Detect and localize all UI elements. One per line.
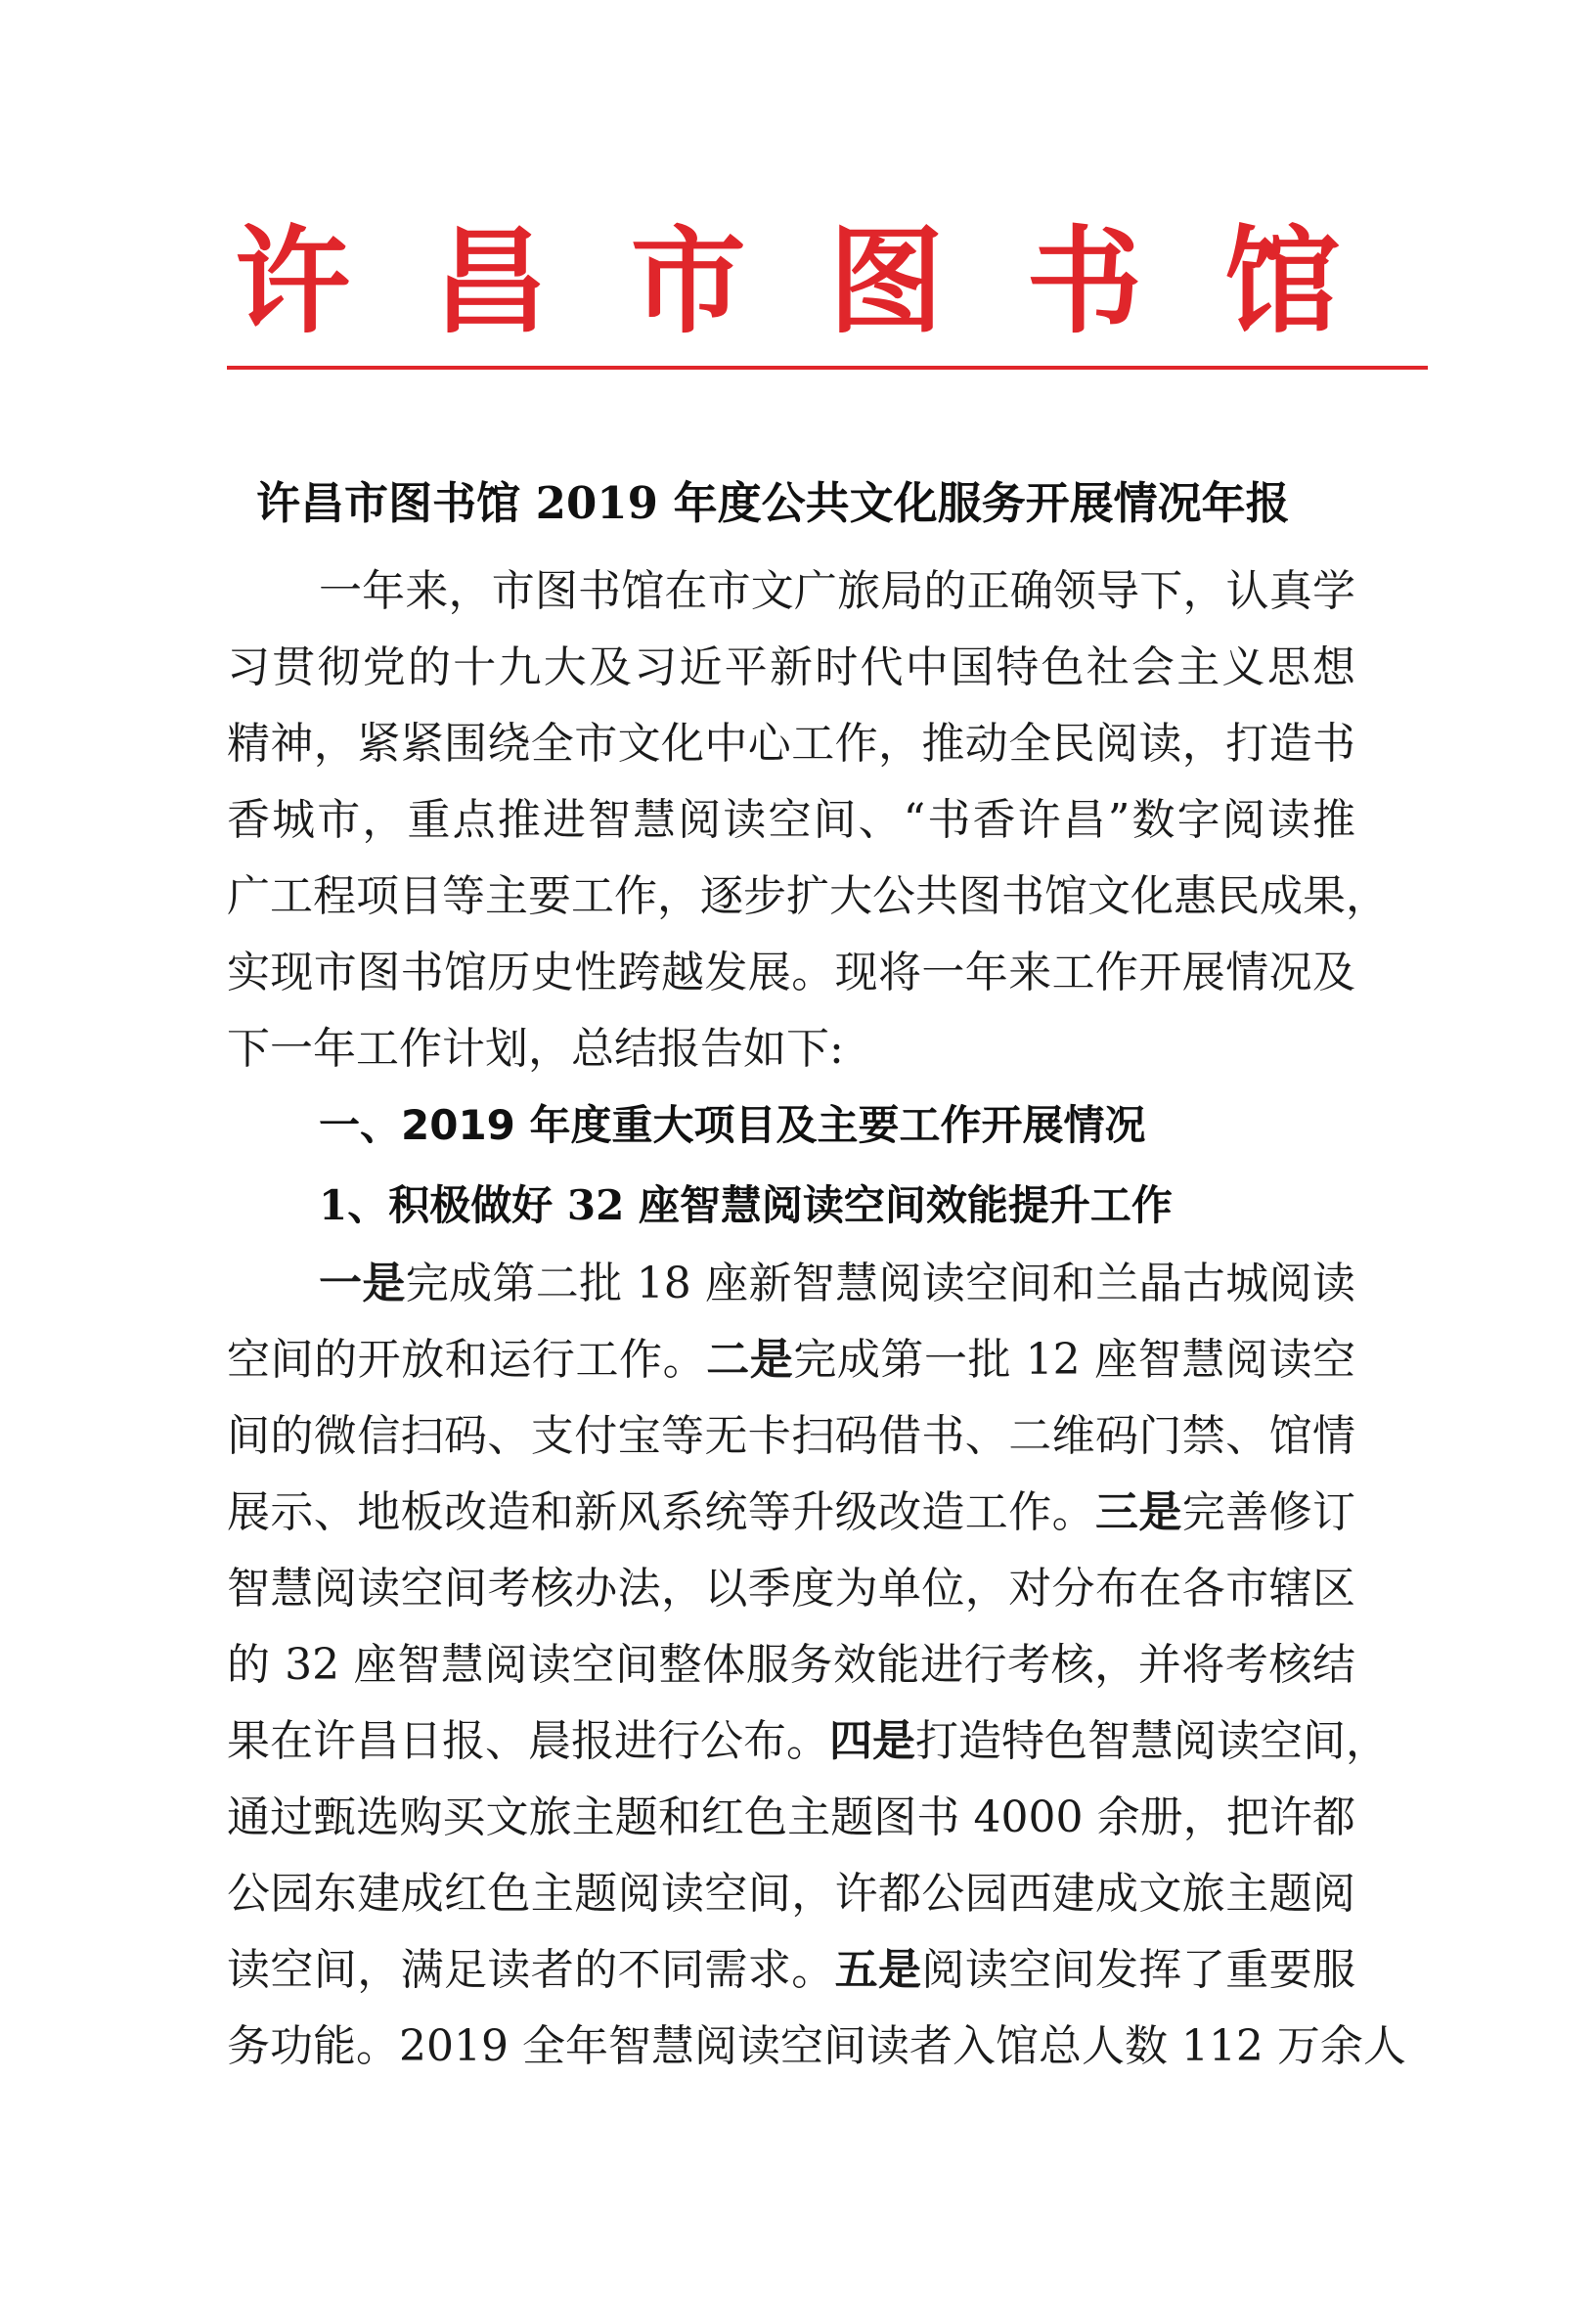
body-text: 打造特色智慧阅读空间，: [915, 1716, 1389, 1766]
subsection-heading: 1、积极做好 32 座智慧阅读空间效能提升工作: [319, 1181, 1173, 1229]
item-lead: 二是: [706, 1335, 794, 1385]
letterhead-char: 图: [828, 213, 945, 349]
item-lead: 一是: [319, 1259, 406, 1308]
body-text: 阅读空间发挥了重要服: [921, 1945, 1356, 1995]
body-text: 果在许昌日报、晨报进行公布。: [227, 1716, 829, 1766]
letterhead-char: 市: [630, 213, 746, 349]
section-heading: 一、2019 年度重大项目及主要工作开展情况: [319, 1101, 1146, 1149]
body-text: 展示、地板改造和新风系统等升级改造工作。: [227, 1487, 1095, 1537]
body-line: 间的微信扫码、支付宝等无卡扫码借书、二维码门禁、馆情: [227, 1411, 1355, 1461]
body-line: [227, 1475, 1355, 1551]
letterhead-char: 书: [1026, 213, 1142, 349]
body-line: 智慧阅读空间考核办法，以季度为单位，对分布在各市辖区: [227, 1564, 1355, 1614]
intro-line: 习贯彻党的十九大及习近平新时代中国特色社会主义思想: [227, 642, 1355, 692]
letterhead-char: 许: [235, 213, 351, 349]
body-line: 务功能。2019 全年智慧阅读空间读者入馆总人数 112 万余人: [227, 2021, 1406, 2071]
body-line: [319, 1246, 1355, 1322]
body-line: [227, 1322, 1355, 1398]
letterhead-red-rule: [227, 366, 1428, 370]
intro-line: 广工程项目等主要工作，逐步扩大公共图书馆文化惠民成果，: [227, 871, 1389, 921]
body-text: 完成第一批 12 座智慧阅读空: [793, 1335, 1356, 1385]
body-line: [227, 1932, 1355, 2009]
item-lead: 五是: [834, 1945, 922, 1995]
intro-line: 实现市图书馆历史性跨越发展。现将一年来工作开展情况及: [227, 948, 1355, 997]
body-line: 通过甄选购买文旅主题和红色主题图书 4000 余册，把许都: [227, 1792, 1355, 1842]
body-line: 的 32 座智慧阅读空间整体服务效能进行考核，并将考核结: [227, 1640, 1355, 1690]
document-title: 许昌市图书馆 2019 年度公共文化服务开展情况年报: [256, 477, 1290, 529]
body-text: 空间的开放和运行工作。: [227, 1335, 707, 1385]
body-text: 读空间，满足读者的不同需求。: [227, 1945, 835, 1995]
letterhead-org-name: [235, 213, 1340, 350]
intro-line: 精神，紧紧围绕全市文化中心工作，推动全民阅读，打造书: [227, 719, 1355, 769]
letterhead-char: 馆: [1223, 213, 1340, 349]
intro-line: 下一年工作计划，总结报告如下:: [227, 1024, 844, 1074]
body-text: 完善修订: [1181, 1487, 1356, 1537]
item-lead: 四是: [829, 1716, 915, 1766]
letterhead-char: 昌: [432, 213, 549, 349]
body-text: 完成第二批 18 座新智慧阅读空间和兰晶古城阅读: [405, 1259, 1355, 1308]
intro-line: 香城市，重点推进智慧阅读空间、“书香许昌”数字阅读推: [227, 795, 1355, 845]
item-lead: 三是: [1095, 1487, 1182, 1537]
intro-line: 一年来，市图书馆在市文广旅局的正确领导下，认真学: [319, 566, 1355, 616]
body-line: [227, 1703, 1389, 1780]
body-line: 公园东建成红色主题阅读空间，许都公园西建成文旅主题阅: [227, 1869, 1355, 1919]
